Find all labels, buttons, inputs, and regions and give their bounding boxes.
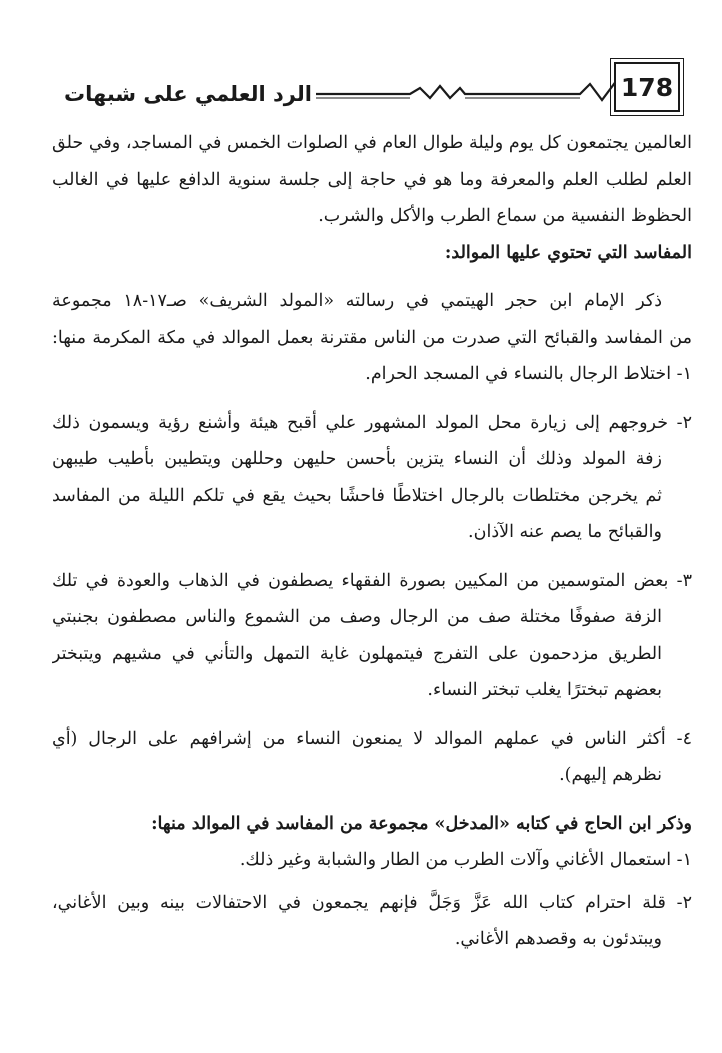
text-line: الحظوظ النفسية من سماع الطرب والأكل والشرب.	[318, 206, 692, 226]
text-line: نظرهم إليهم).	[559, 765, 662, 785]
text-line: الزفة صفوفًا مختلة صف من الرجال وصف من الشموع والناس مصطفون بجنبتي	[52, 607, 662, 627]
text-line: ٢- خروجهم إلى زيارة محل المولد المشهور علي أقبح هيئة وأشنع رؤية ويسمون ذلك	[52, 412, 692, 433]
list-item: ١- اختلاط الرجال بالنساء في المسجد الحرام.	[365, 364, 692, 384]
section-heading: المفاسد التي تحتوي عليها الموالد:	[444, 242, 692, 263]
list-item	[52, 563, 692, 709]
text-line: الطريق مزدحمون على التفرج فيتمهلون غاية التمهل والتأني في مشيهم ويتبختر	[52, 643, 662, 664]
list-item: ١- استعمال الأغاني وآلات الطرب من الطار والشبابة وغير ذلك.	[239, 850, 692, 870]
text-line: العلم لطلب العلم والمعرفة وما هو في حاجة إلى جلسة سنوية الدافع عليها في الغالب	[52, 169, 692, 190]
page-body	[52, 125, 692, 958]
text-line: والقبائح ما يصم عنه الآذان.	[468, 522, 662, 542]
text-line: ٣- بعض المتوسمين من المكيين بصورة الفقهاء يصطفون في الذهاب والعودة في تلك	[52, 570, 692, 591]
page-number: 178	[614, 62, 680, 112]
list-item	[52, 885, 692, 958]
text-line: ذكر الإمام ابن حجر الهيتمي في رسالته «المولد الشريف» صـ١٧-١٨ مجموعة	[52, 291, 663, 311]
running-title: الرد العلمي على شبهات	[60, 82, 316, 106]
text-line: العالمين يجتمعون كل يوم وليلة طوال العام في الصلوات الخمس في المساجد، وفي حلق	[52, 133, 692, 153]
paragraph-haytami	[52, 283, 692, 356]
text-line: ٢- قلة احترام كتاب الله عَزَّ وَجَلَّ فإنهم يجمعون في الاحتفالات بينه وبين الأغاني،	[52, 892, 692, 913]
text-line: زفة المولد وذلك أن النساء يتزين بأحسن حليهن وحللهن ويتطيبن بأطيب طيبهن	[52, 449, 662, 469]
list-item	[52, 405, 692, 551]
running-header	[60, 60, 686, 120]
text-line: ويبتدئون به وقصدهم الأغاني.	[454, 929, 662, 949]
text-line: ٤- أكثر الناس في عملهم الموالد لا يمنعون النساء من إشرافهم على الرجال (أي	[52, 728, 692, 749]
text-line: من المفاسد والقبائح التي صدرت من الناس مقترنة بعمل الموالد في مكة المكرمة منها:	[52, 327, 692, 348]
text-line: ثم يخرجن مختلطات بالرجال اختلاطًا فاحشًا بحيث يقع في تلكم الليلة من المفاسد	[52, 485, 662, 506]
paragraph-intro	[52, 125, 692, 235]
text-line: بعضهم تبخترًا يغلب تبختر النساء.	[427, 680, 662, 700]
list-item	[52, 721, 692, 794]
section-heading: وذكر ابن الحاج في كتابه «المدخل» مجموعة من المفاسد في الموالد منها:	[151, 813, 692, 834]
